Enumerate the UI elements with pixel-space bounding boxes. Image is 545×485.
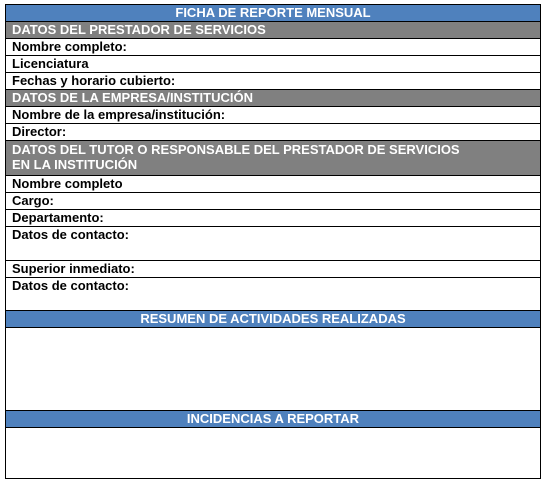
field-tutor-nombre[interactable]: Nombre completo <box>6 176 540 193</box>
field-tutor-contacto[interactable]: Datos de contacto: <box>6 227 540 261</box>
section-heading-tutor-line2: EN LA INSTITUCIÓN <box>12 157 138 172</box>
section-heading-incidencias: INCIDENCIAS A REPORTAR <box>6 411 540 428</box>
section-heading-tutor <box>6 141 540 176</box>
field-superior-inmediato[interactable]: Superior inmediato: <box>6 261 540 278</box>
form-title: FICHA DE REPORTE MENSUAL <box>6 5 540 22</box>
field-superior-contacto[interactable]: Datos de contacto: <box>6 278 540 311</box>
field-nombre-empresa[interactable]: Nombre de la empresa/institución: <box>6 107 540 124</box>
field-tutor-cargo[interactable]: Cargo: <box>6 193 540 210</box>
resumen-content-area[interactable] <box>6 328 540 411</box>
section-heading-prestador: DATOS DEL PRESTADOR DE SERVICIOS <box>6 22 540 39</box>
incidencias-content-area[interactable] <box>6 428 540 478</box>
section-heading-empresa: DATOS DE LA EMPRESA/INSTITUCIÓN <box>6 90 540 107</box>
field-nombre-completo[interactable]: Nombre completo: <box>6 39 540 56</box>
field-licenciatura[interactable]: Licenciatura <box>6 56 540 73</box>
field-director[interactable]: Director: <box>6 124 540 141</box>
field-tutor-departamento[interactable]: Departamento: <box>6 210 540 227</box>
section-heading-resumen: RESUMEN DE ACTIVIDADES REALIZADAS <box>6 311 540 328</box>
monthly-report-form <box>5 4 541 479</box>
field-fechas-horario[interactable]: Fechas y horario cubierto: <box>6 73 540 90</box>
section-heading-tutor-line1: DATOS DEL TUTOR O RESPONSABLE DEL PRESTADOR DE SERVICIOS <box>12 142 460 157</box>
